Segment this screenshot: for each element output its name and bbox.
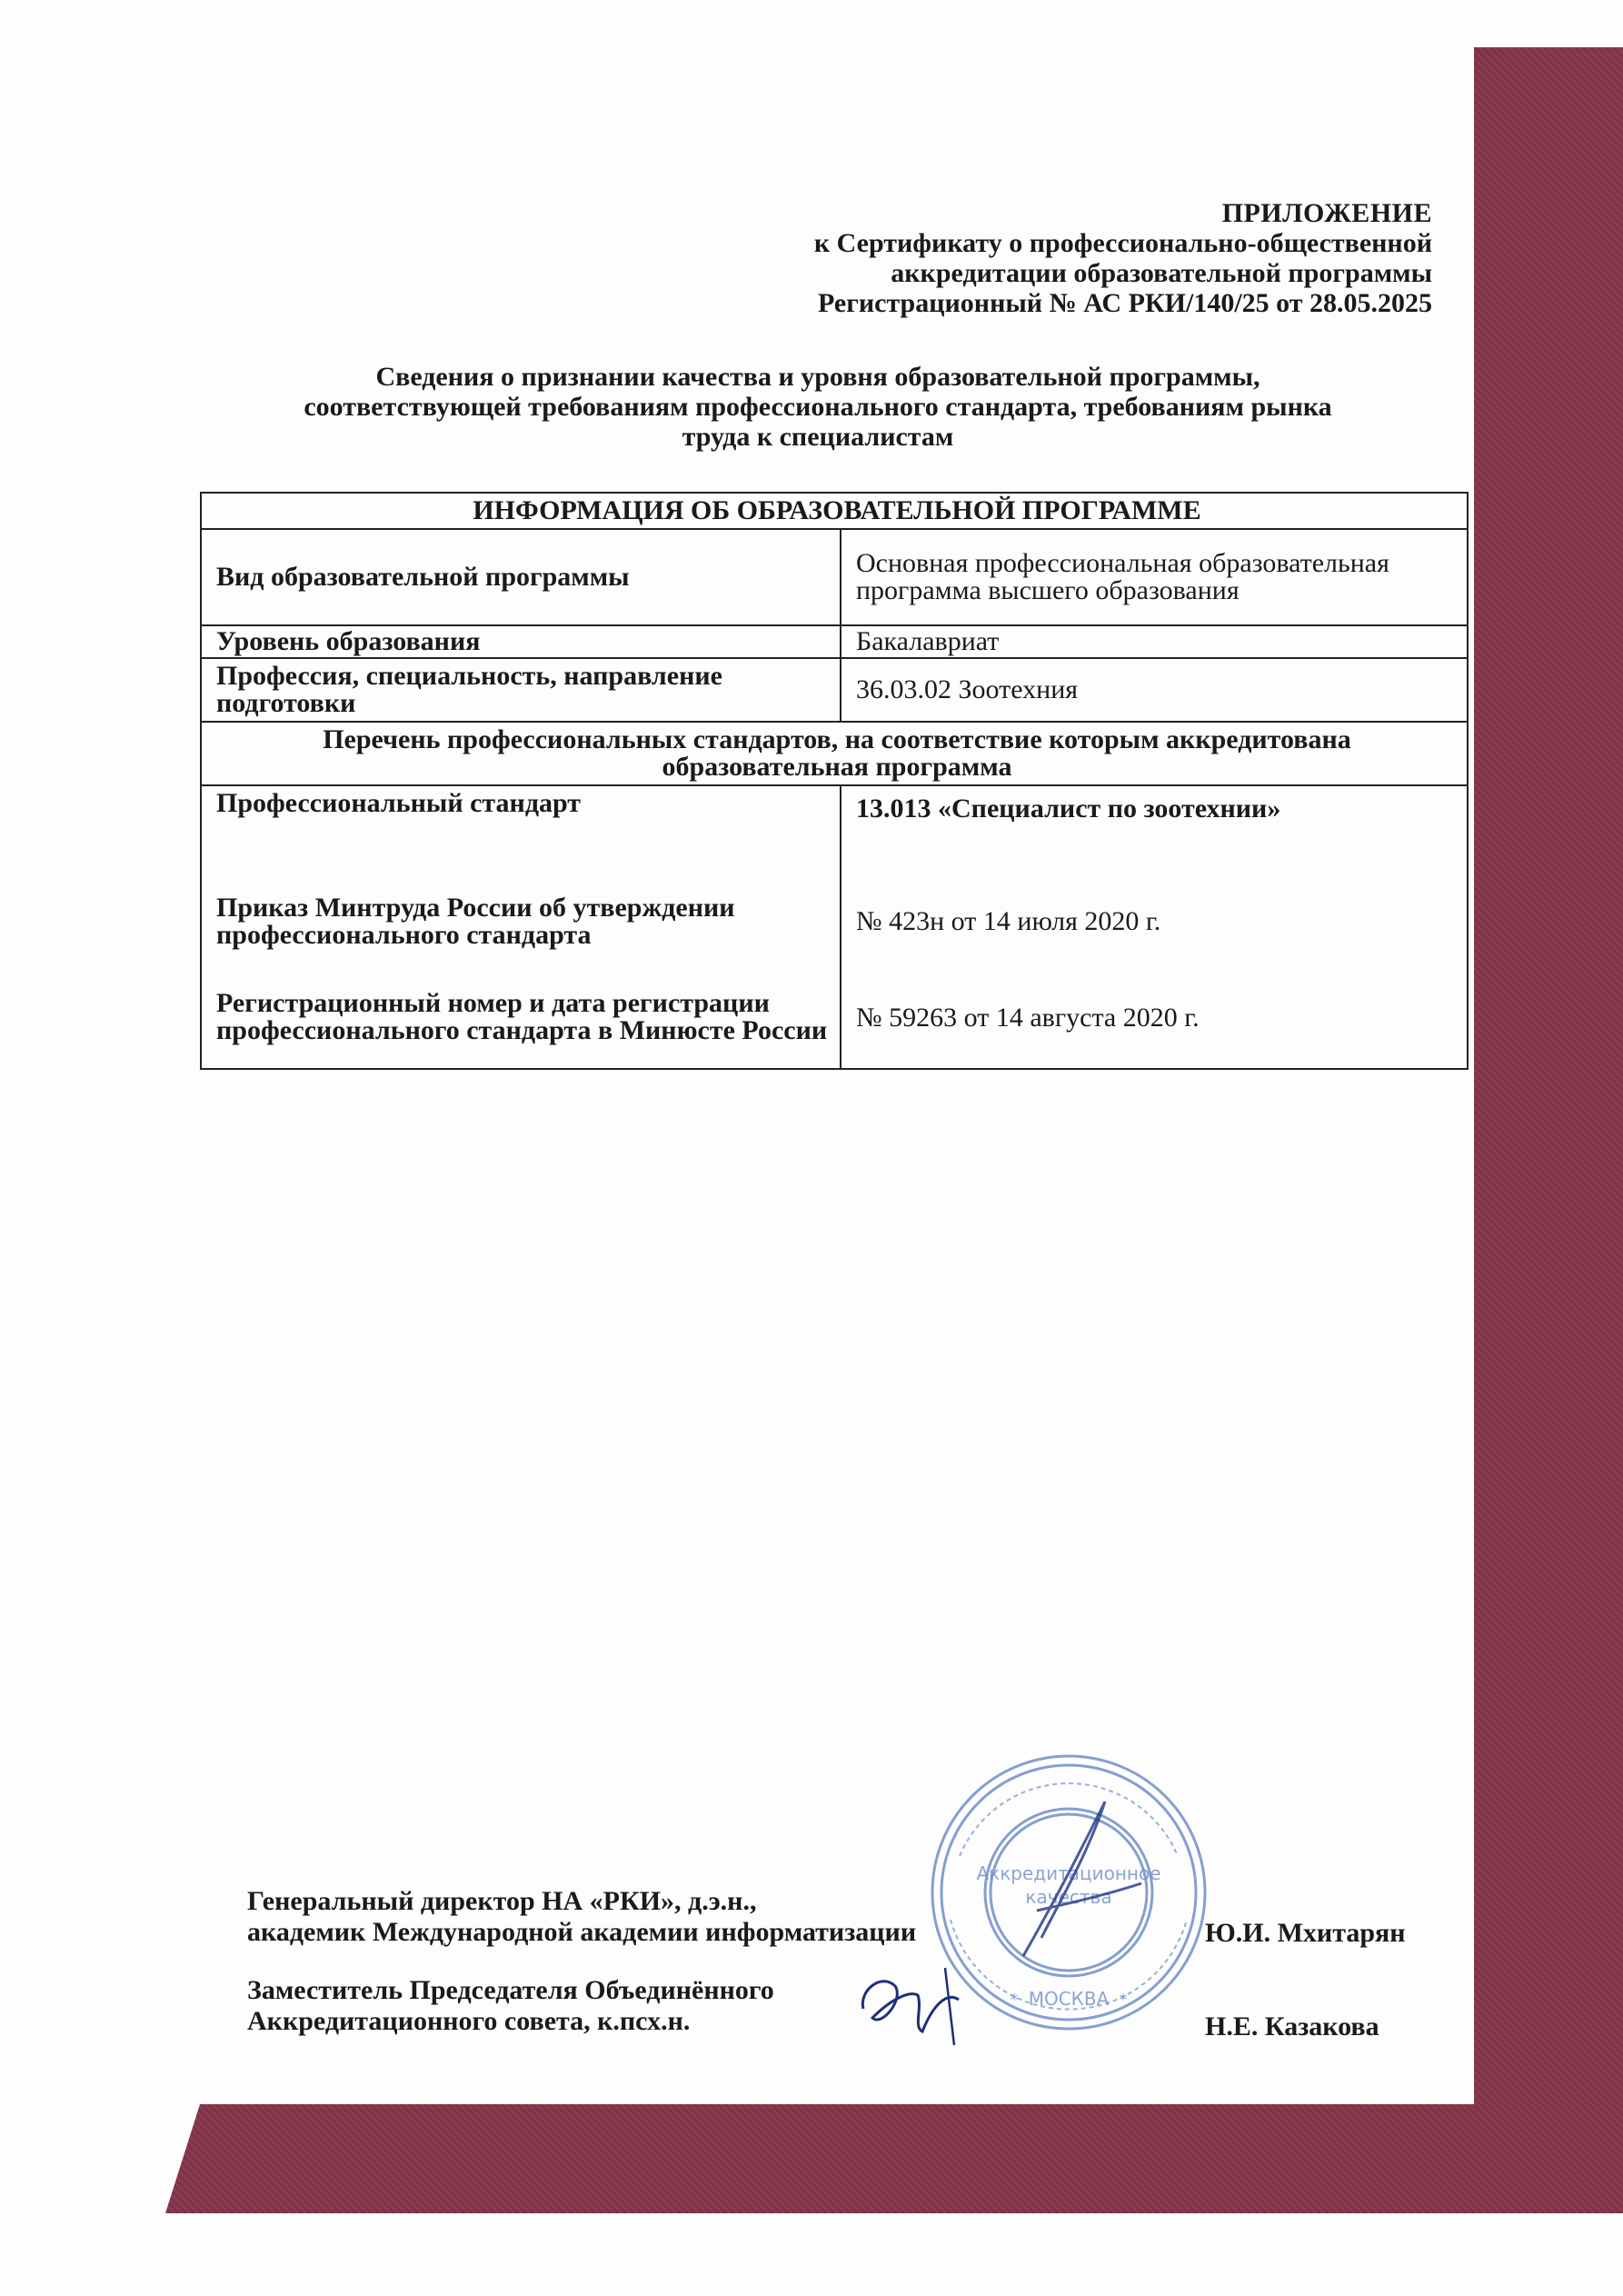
- seal-bottom-text: МОСКВА: [1028, 1988, 1110, 2010]
- program-info-table: [200, 492, 1469, 1070]
- decorative-frame-bottom: [165, 2104, 1623, 2213]
- title-line-2: соответствующей требованиям профессионального стандарта, требованиям рынка: [304, 392, 1332, 422]
- table-row: [201, 785, 1468, 875]
- section-title-program-info: ИНФОРМАЦИЯ ОБ ОБРАЗОВАТЕЛЬНОЙ ПРОГРАММЕ: [201, 493, 1468, 529]
- deputy-title-line-1: Заместитель Председателя Объединённого: [247, 1975, 774, 2005]
- deputy-title-line-2: Аккредитационного совета, к.псх.н.: [247, 2006, 691, 2036]
- deputy-title: [247, 1975, 774, 2037]
- svg-text:*: *: [1010, 1991, 1019, 2010]
- row-label-prof-standard: Профессиональный стандарт: [201, 785, 841, 875]
- appendix-caption: ПРИЛОЖЕНИЕ: [1221, 198, 1432, 228]
- deputy-name: Н.Е. Казакова: [1205, 2011, 1379, 2041]
- director-title-line-1: Генеральный директор НА «РКИ», д.э.н.,: [247, 1886, 757, 1916]
- row-label-order: Приказ Минтруда России об утверждении профессионального стандарта: [201, 875, 841, 968]
- row-value-program-type: Основная профессиональная образовательная программа высшего образования: [841, 529, 1468, 625]
- row-value-order: № 423н от 14 июля 2020 г.: [841, 875, 1468, 968]
- row-value-prof-standard: 13.013 «Специалист по зоотехнии»: [841, 785, 1468, 875]
- svg-text:*: *: [1119, 1991, 1128, 2010]
- row-value-education-level: Бакалавриат: [841, 625, 1468, 658]
- appendix-line-2: аккредитации образовательной программы: [891, 258, 1432, 288]
- table-row: [201, 968, 1468, 1069]
- table-section-header: [201, 722, 1468, 785]
- table-row: [201, 658, 1468, 722]
- appendix-registration-line: Регистрационный № АС РКИ/140/25 от 28.05.2025: [817, 288, 1432, 318]
- table-row: [201, 625, 1468, 658]
- decorative-frame-right: [1474, 47, 1623, 2120]
- row-label-registration: Регистрационный номер и дата регистрации профессионального стандарта в Минюсте России: [201, 968, 841, 1069]
- table-row: [201, 529, 1468, 625]
- seal-center-text-1: Аккредитационное: [976, 1862, 1161, 1884]
- title-line-1: Сведения о признании качества и уровня образовательной программы,: [375, 362, 1260, 392]
- row-value-registration: № 59263 от 14 августа 2020 г.: [841, 968, 1468, 1069]
- row-label-specialty: Профессия, специальность, направление подготовки: [201, 658, 841, 722]
- table-row: [201, 875, 1468, 968]
- row-value-specialty: 36.03.02 Зоотехния: [841, 658, 1468, 722]
- section-title-standards: Перечень профессиональных стандартов, на соответствие которым аккредитована образовательная программа: [201, 722, 1468, 785]
- table-section-header: [201, 493, 1468, 529]
- director-title-line-2: академик Международной академии информатизации: [247, 1917, 917, 1947]
- row-label-program-type: Вид образовательной программы: [201, 529, 841, 625]
- seal-center-text-2: качества: [1025, 1886, 1112, 1908]
- title-line-3: труда к специалистам: [682, 422, 954, 452]
- appendix-line-1: к Сертификату о профессионально-общественной: [813, 228, 1432, 258]
- handwritten-signature: [854, 1954, 1000, 2054]
- document-title: [207, 362, 1429, 452]
- row-label-education-level: Уровень образования: [201, 625, 841, 658]
- appendix-header: [814, 198, 1432, 318]
- director-title: [247, 1886, 916, 1948]
- director-name: Ю.И. Мхитарян: [1205, 1918, 1406, 1948]
